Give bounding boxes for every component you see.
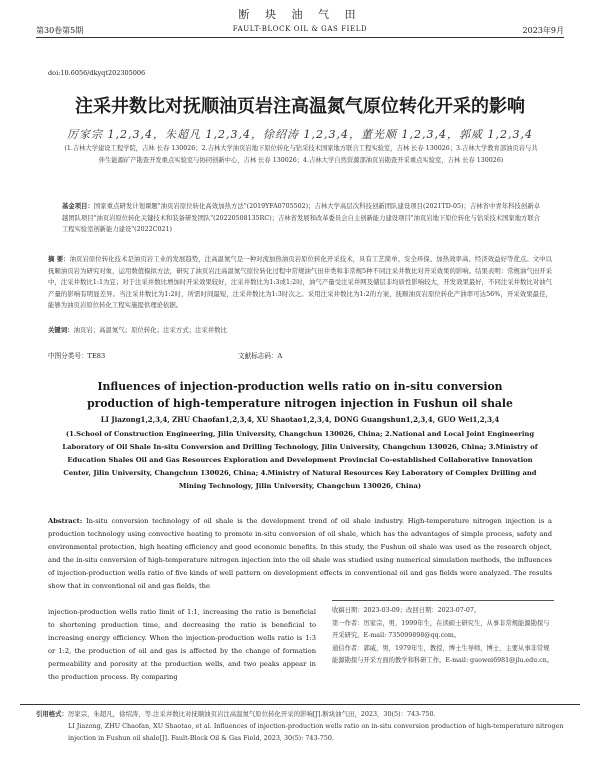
abstract-en-label: Abstract:	[48, 517, 83, 525]
affiliations-cn: (1.吉林大学建设工程学院，吉林 长春 130026；2.吉林大学油页岩地下原位转化与钻采技术国家地方联合工程实验室，吉林 长春 130026；3.吉林大学教育部油页岩与共伴生能源矿产勘查开发重点实验室与协同创新中心，吉林 长春 130026；4.吉林大学自然资源部油页岩勘查开采重点实验室，吉林 长春 130026)	[64, 145, 538, 164]
article-info	[332, 605, 554, 668]
article-title-cn: 注采井数比对抚顺油页岩注高温氮气原位转化开采的影响	[75, 96, 525, 117]
citation-divider	[20, 704, 580, 705]
abstract-en	[48, 515, 552, 593]
first-author-info: 第一作者：厉家宗，男，1999年生，在读硕士研究生，从事非常规能源勘探与开采研究。E-mail: 735099898@qq.com。	[332, 619, 550, 639]
citation-cn	[36, 708, 566, 720]
header-divider	[36, 37, 564, 38]
corresponding-author-info: 通信作者：郭威，男，1979年生，教授，博士生导师，博士，主要从事非常规能源勘探与开采方面的教学和科研工作。E-mail: guowei6981@jlu.edu.cn。	[332, 644, 554, 664]
abstract-en-continued: injection-production wells ratio limit of 1:1, increasing the ratio is beneficial to shortening production time, and decreasing the ratio is beneficial to increasing energy efficiency. When the injection-production wells ratio is 1:3 or 1:2, the production of oil and gas is affected by the change of formation permeability and porosity at the production wells, and two peaks appear in the production process. By comparing	[48, 608, 316, 681]
classification-number: 中图分类号：TE83	[48, 352, 106, 360]
funding-info	[62, 201, 540, 236]
funding-label: 基金项目：	[62, 203, 94, 210]
article-info-divider	[332, 600, 554, 601]
abstract-cn-text: 油页岩原位转化技术是油页岩工业的发展趋势，注高温氮气是一种对流加热油页岩原位转化开采技术，具有工艺简单、安全环保、加热效率高、经济效益好等优点。文中以抚顺油页岩为研究对象，运用数值模拟方法，研究了油页岩注高温氮气原位转化过程中常规油气田井类和非常规5种不同注采井数比对开采效果的影响。结果表明：常规油气田开采中，注采井数比1:1为宜；对于注采井数比增加时开采效果较好，注采井数比为1:3或1:2时，油气产量受注采井网及储层非均质性影响较大，开发效果最好，不同注采井数比对油气产量的影响有明显差异。当注采井数比为1:2时，所需时间最短，注采井数比为1:3时次之。采用注采井数比为1:2的方案，抚顺油页岩原位转化产油率可达56%，开采效果最佳，能够为油页岩原位转化工程实施提供理论依据。	[48, 255, 552, 309]
keywords-cn	[48, 325, 552, 334]
article-title-en-text: Influences of injection-production wells ratio on in-situ conversion production of high-temperature nitrogen injection in Fushun oil shale	[87, 380, 513, 410]
received-dates: 收稿日期：2023-03-09；改回日期：2023-07-07。	[332, 607, 481, 614]
abstract-en-text: In-situ conversion technology of oil shale is the development trend of oil shale industry. High-temperature nitrogen injection is a production technology using convective heating to promote in-situ conversion of oil shale, which has the advantages of simple process, safety and environmental protection, high heating efficiency and good economic benefits. In this study, the Fushun oil shale was used as the research object, and the in-situ conversion of high-temperature nitrogen injection into the oil shale was studied using numerical simulation methods, the influences of injection-production wells ratio of five kinds of well pattern on development effects in conventional oil and gas fields were analyzed. The results show that in conventional oil and gas fields, the	[48, 517, 552, 590]
journal-title-cn: 断 块 油 气 田	[238, 8, 362, 21]
keywords-cn-label: 关键词：	[48, 326, 74, 334]
publication-date: 2023年9月	[522, 26, 564, 35]
doi: doi:10.6056/dkyqt202305006	[48, 69, 146, 77]
article-title-en	[0, 378, 600, 412]
citation-format	[36, 708, 566, 744]
keywords-cn-text: 油页岩；高温氮气；原位转化；注采方式；注采井数比	[73, 326, 227, 334]
journal-title-en: FAULT-BLOCK OIL & GAS FIELD	[232, 25, 368, 33]
affiliations-en: (1.School of Construction Engineering, Jilin University, Changchun 130026, China; 2.National and Local Joint Engineering Laboratory of Oil Shale In-situ Conversion and Drilling Technology, Jilin University, Changchun 130026, China; 3.Ministry of Education Shales Oil and Gas Resources Exploration and Development Provincial Co-established Collaborative Innovation Center, Jilin University, Changchun 130026, China; 4.Ministry of Natural Resources Key Laboratory of Complex Drilling and Mining Technology, Jilin University, Changchun 130026, China)	[62, 430, 538, 490]
citation-cn-text: 厉家宗，朱超凡，徐绍涛，等.注采井数比对抚顺油页岩注高温氮气原位转化开采的影响[J].断块油气田，2023，30(5)：743-750.	[67, 710, 436, 718]
volume-issue: 第30卷第5期	[36, 26, 84, 35]
authors-cn: 厉家宗 1,2,3,4，朱超凡 1,2,3,4，徐绍涛 1,2,3,4，董光顺 1,2,3,4，郭威 1,2,3,4	[67, 128, 533, 141]
authors-en: LI Jiazong1,2,3,4, ZHU Chaofan1,2,3,4, XU Shaotao1,2,3,4, DONG Guangshun1,2,3,4, GUO Wei1,2,3,4	[100, 415, 500, 424]
citation-en: LI Jiazong, ZHU Chaofan, XU Shaotao, et al. Influences of injection-production wells ratio on in-situ conversion production of high-temperature nitrogen injection in Fushun oil shale[J]. Fault-Block Oil & Gas Field, 2023, 30(5): 743-750.	[68, 722, 564, 742]
abstract-cn-label: 摘 要：	[48, 255, 70, 263]
funding-text: 国家重点研发计划课题"油页岩原位转化高效加热方法"(2019YFA0705502)；吉林大学高层次科技创新团队建设项目(2021TD-05)；吉林省中青年科技创新卓越团队项目"油页岩原位转化关键技术和装备研发团队"(20220508135RC)；吉林省发展和改革委员会自主创新能力建设项目"油页岩地下原位转化与钻采技术国家地方联合工程实验室创新能力建设"(2022C021)	[62, 203, 540, 233]
abstract-cn	[48, 254, 552, 312]
citation-label: 引用格式：	[36, 710, 68, 718]
document-code: 文献标志码：A	[238, 352, 283, 360]
